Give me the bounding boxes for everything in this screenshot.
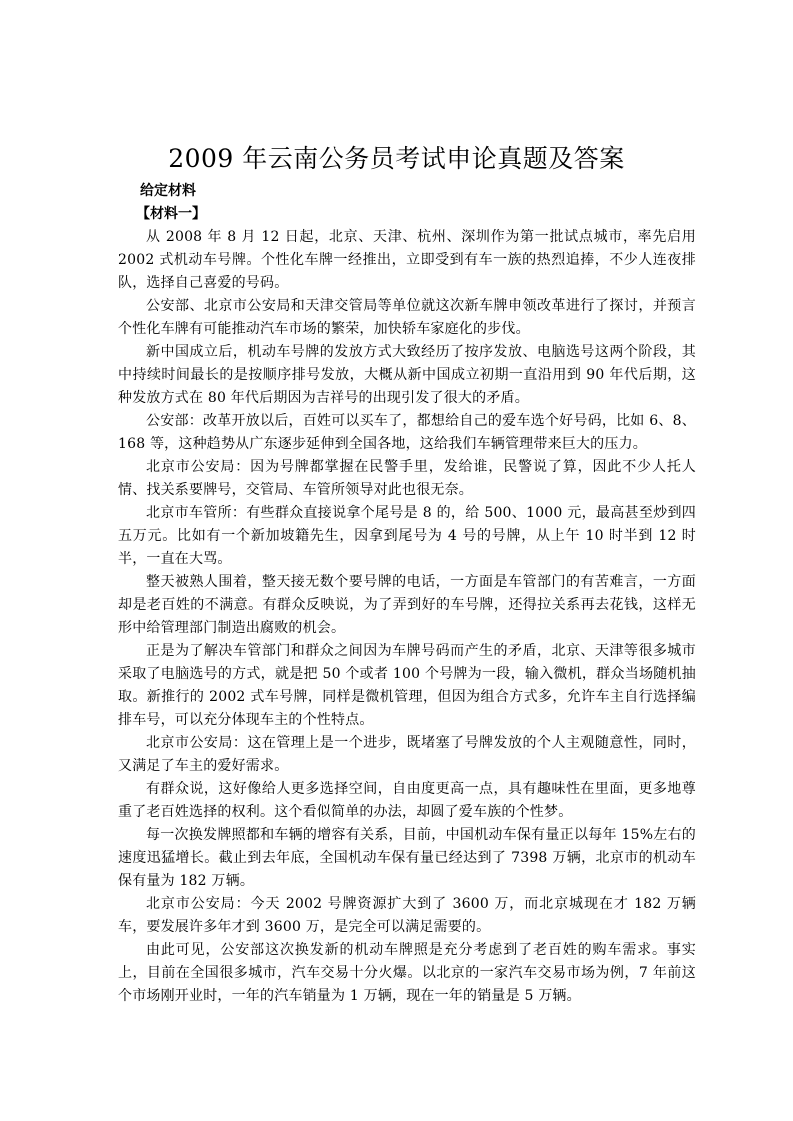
document-title: 2009 年云南公务员考试申论真题及答案 (168, 144, 625, 173)
paragraph: 整天被熟人围着，整天接无数个要号牌的电话，一方面是车管部门的有苦难言，一方面却是老百姓的不满意。有群众反映说，为了弄到好的车号牌，还得拉关系再去花钱，这样无形中给管理部门制造出腐败的机会。 (118, 574, 696, 636)
paragraph: 新中国成立后，机动车号牌的发放方式大致经历了按序发放、电脑选号这两个阶段，其中持续时间最长的是按顺序排号发放，大概从新中国成立初期一直沿用到 90 年代后期，这种发放方式在 80 年代后期因为吉祥号的出现引发了很大的矛盾。 (118, 344, 696, 406)
paragraph: 北京市公安局：这在管理上是一个进步，既堵塞了号牌发放的个人主观随意性，同时，又满足了车主的爱好需求。 (118, 735, 696, 774)
paragraph: 公安部：改革开放以后，百姓可以买车了，都想给自己的爱车选个好号码，比如 6、8、168 等，这种趋势从广东逐步延伸到全国各地，这给我们车辆管理带来巨大的压力。 (118, 413, 696, 452)
section-heading: 给定材料 (140, 183, 196, 199)
paragraph: 北京市公安局：因为号牌都掌握在民警手里，发给谁，民警说了算，因此不少人托人情、找关系要牌号，交管局、车管所领导对此也很无奈。 (118, 459, 696, 498)
paragraph: 每一次换发牌照都和车辆的增容有关系，目前，中国机动车保有量正以每年 15%左右的速度迅猛增长。截止到去年底，全国机动车保有量已经达到了 7398 万辆，北京市的机动车保有量为 182 万辆。 (118, 827, 696, 889)
material-heading: 【材料一】 (136, 206, 206, 222)
paragraph: 正是为了解决车管部门和群众之间因为车牌号码而产生的矛盾，北京、天津等很多城市采取了电脑选号的方式，就是把 50 个或者 100 个号牌为一段，输入微机，群众当场随机抽取。新推行的 2002 式车号牌，同样是微机管理，但因为组合方式多，允许车主自行选择编排车号，可以充分体现车主的个性特点。 (118, 643, 696, 728)
paragraph: 由此可见，公安部这次换发新的机动车牌照是充分考虑到了老百姓的购车需求。事实上，目前在全国很多城市，汽车交易十分火爆。以北京的一家汽车交易市场为例，7 年前这个市场刚开业时，一年的汽车销量为 1 万辆，现在一年的销量是 5 万辆。 (118, 942, 696, 1004)
paragraph: 北京市车管所：有些群众直接说拿个尾号是 8 的，给 500、1000 元，最高甚至炒到四五万元。比如有一个新加坡籍先生，因拿到尾号为 4 号的号牌，从上午 10 时半到 12 时半，一直在大骂。 (118, 505, 696, 567)
paragraph: 公安部、北京市公安局和天津交管局等单位就这次新车牌申领改革进行了探讨，并预言个性化车牌有可能推动汽车市场的繁荣，加快轿车家庭化的步伐。 (118, 298, 696, 337)
document-body (118, 180, 696, 1008)
paragraph: 北京市公安局：今天 2002 号牌资源扩大到了 3600 万，而北京城现在才 182 万辆车，要发展许多年才到 3600 万，是完全可以满足需要的。 (118, 896, 696, 935)
paragraph: 有群众说，这好像给人更多选择空间，自由度更高一点，具有趣味性在里面，更多地尊重了老百姓选择的权利。这个看似简单的办法，却圆了爱车族的个性梦。 (118, 781, 696, 820)
paragraph: 从 2008 年 8 月 12 日起，北京、天津、杭州、深圳作为第一批试点城市，率先启用 2002 式机动车号牌。个性化车牌一经推出，立即受到有车一族的热烈追捧，不少人连夜排队，选择自己喜爱的号码。 (118, 229, 696, 291)
